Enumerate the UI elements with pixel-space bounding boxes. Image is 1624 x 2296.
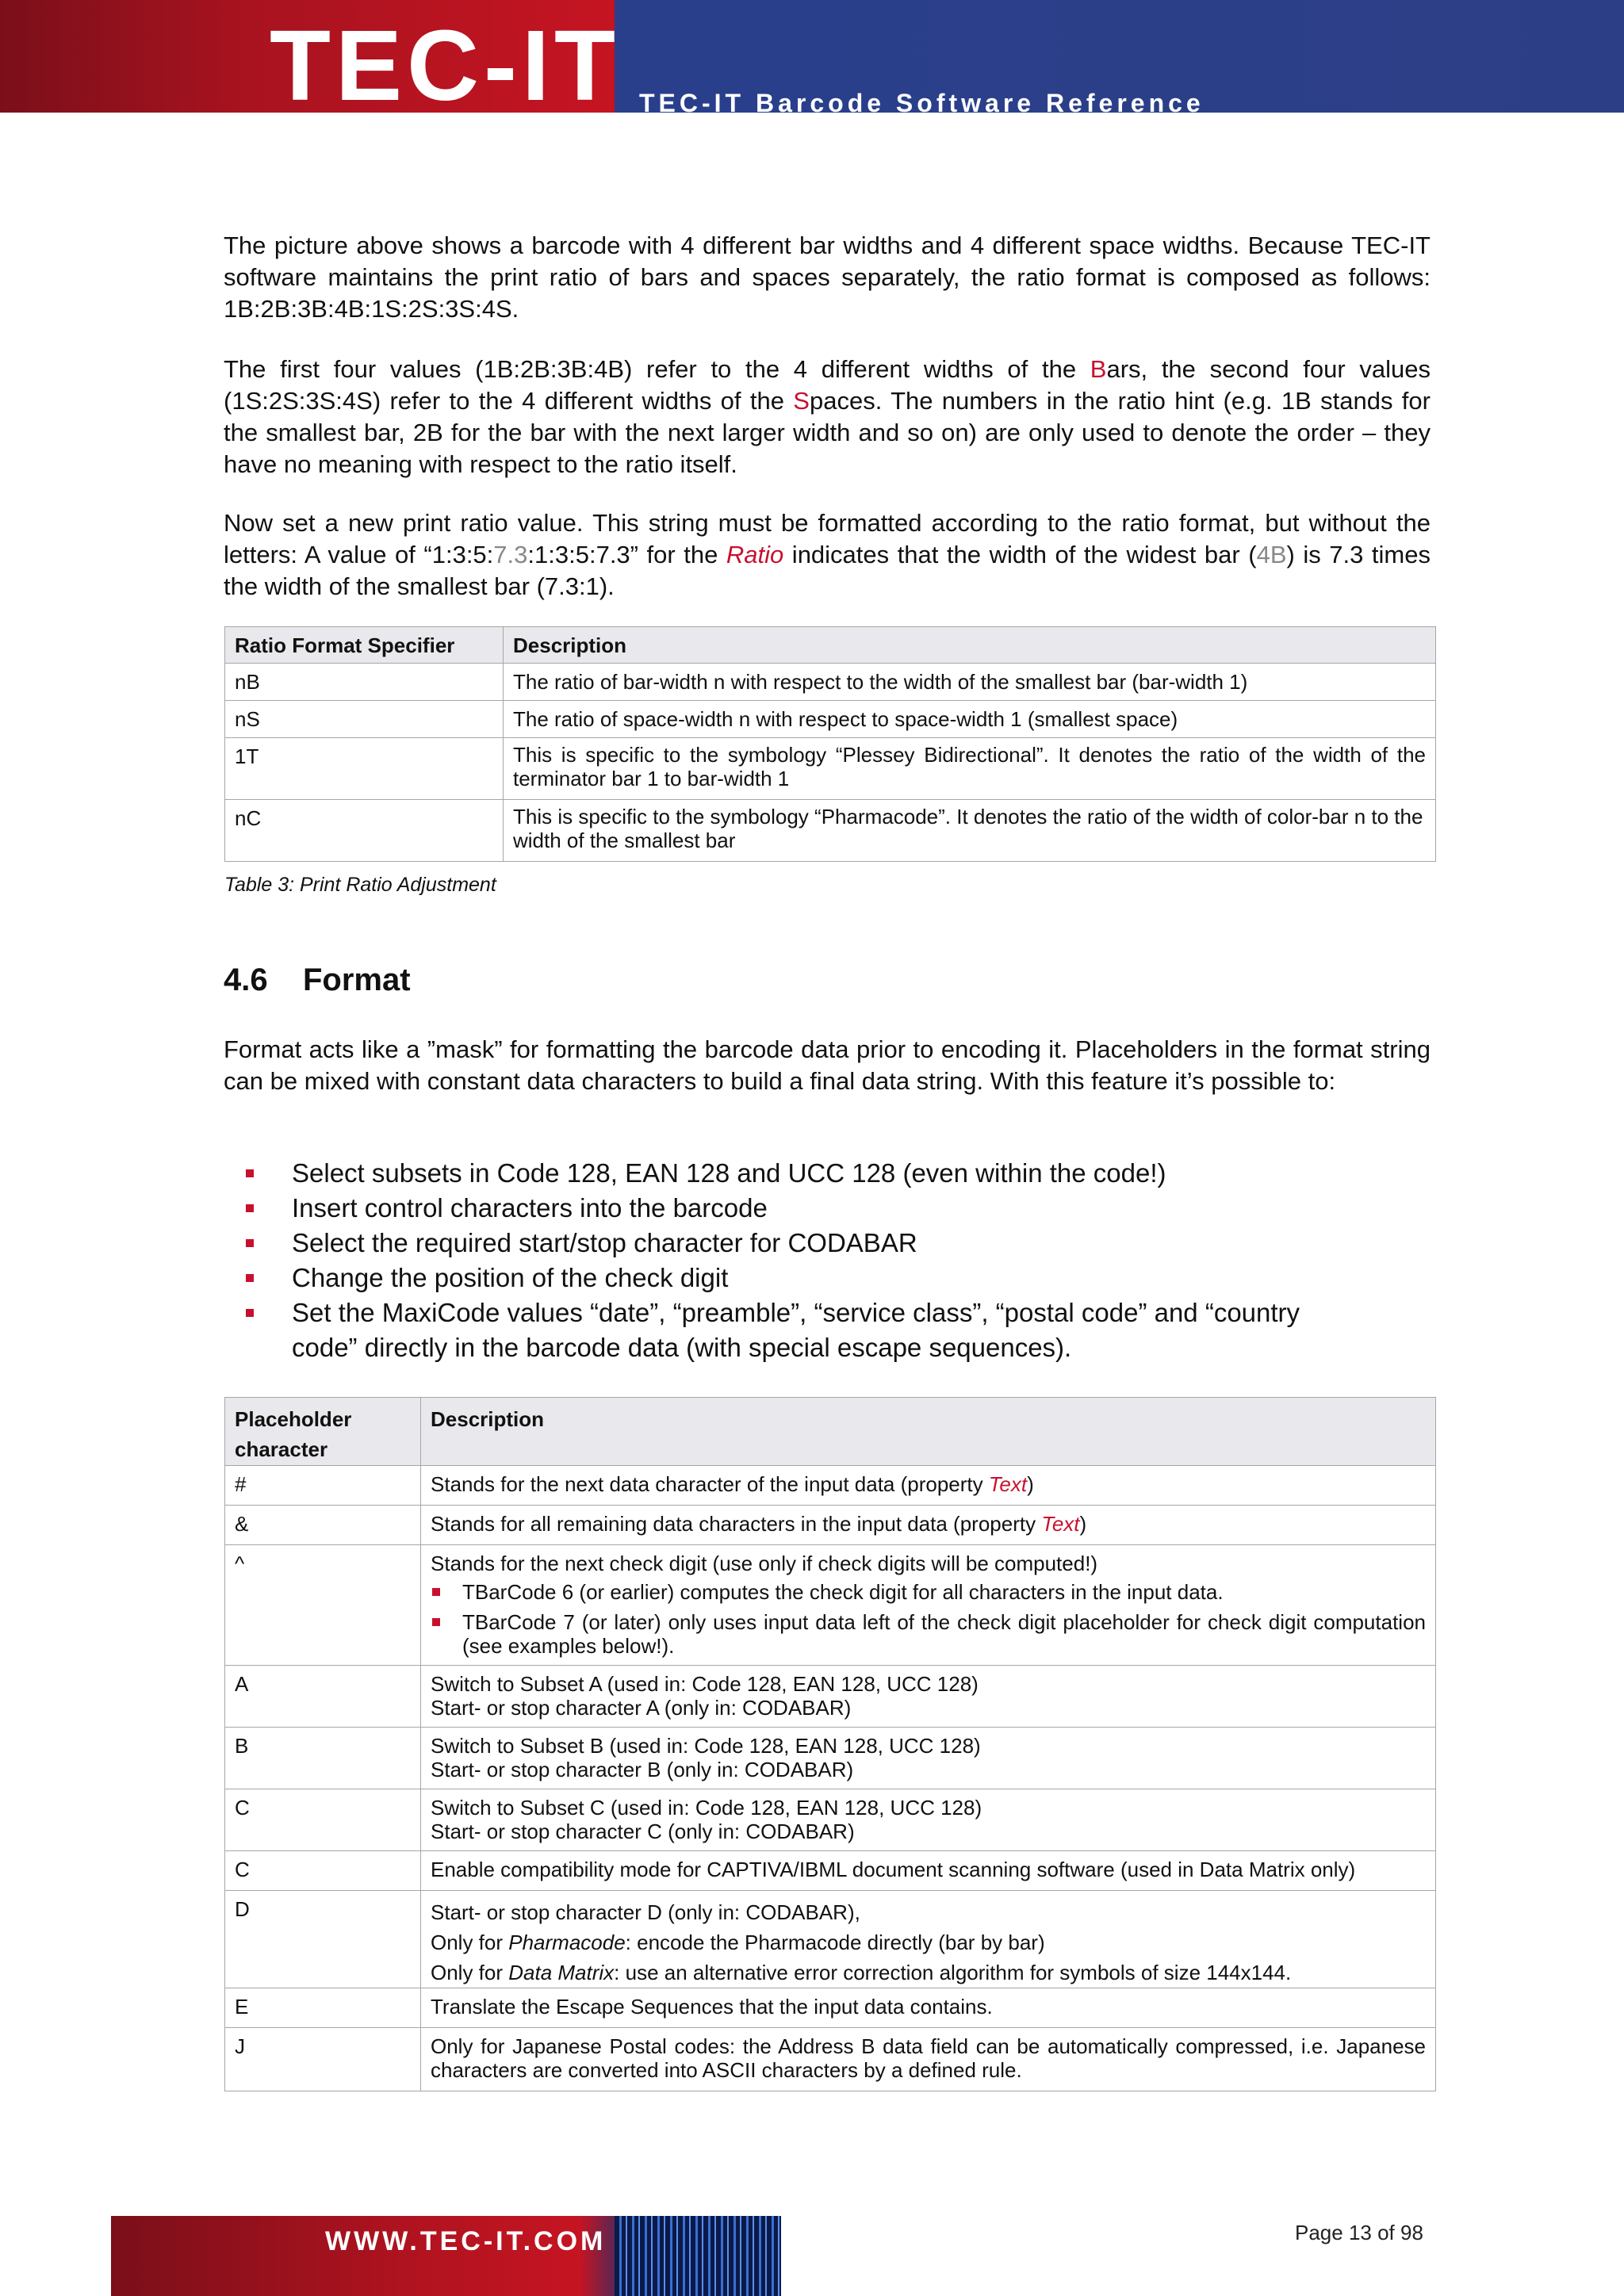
paragraph-format-intro: Format acts like a ”mask” for formatting the barcode data prior to encoding it. Placeholders in the format string can be mixed with constant data characters to build a final data string. With this feature it’s possible to: xyxy=(224,1035,1431,1095)
description-cell: The ratio of bar-width n with respect to the width of the smallest bar (bar-width 1) xyxy=(504,664,1436,701)
table-row xyxy=(225,1506,1436,1545)
highlight-s: S xyxy=(793,387,810,415)
col-header-specifier: Ratio Format Specifier xyxy=(225,627,504,664)
text: Only for xyxy=(431,1961,509,1984)
text: The first four values (1B:2B:3B:4B) refer to the 4 different widths of the xyxy=(224,355,1090,383)
table-row xyxy=(225,1891,1436,1988)
tec-it-logo: TEC-IT xyxy=(270,10,620,121)
text xyxy=(431,1957,1426,1988)
bullet-square-icon xyxy=(432,1588,440,1596)
list-item-text: TBarCode 6 (or earlier) computes the check digit for all characters in the input data. xyxy=(462,1580,1224,1604)
list-item-text: Insert control characters into the barcode xyxy=(292,1193,768,1223)
placeholder-cell: D xyxy=(225,1891,421,1988)
text: Only for xyxy=(431,1931,509,1954)
text: ) is 7.3 times the width of the smallest bar (7.3:1). xyxy=(224,541,1431,600)
placeholder-cell: A xyxy=(225,1666,421,1728)
list-item xyxy=(224,1261,1413,1295)
col-header-description: Description xyxy=(504,627,1436,664)
specifier-cell: nS xyxy=(225,701,504,738)
description-cell xyxy=(421,1728,1436,1789)
description-cell xyxy=(421,1506,1436,1545)
list-item xyxy=(431,1610,1426,1658)
text: paces. The numbers in the ratio hint (e.g. 1B stands for the smallest bar, 2B for the bar with the next larger width and so on) are only used to denote the order – they have no meaning with respect to the ratio itself. xyxy=(224,387,1431,478)
highlight-4b: 4B xyxy=(1256,541,1287,568)
bullet-square-icon xyxy=(246,1274,254,1282)
list-item xyxy=(224,1226,1413,1261)
highlight-7-3: 7.3 xyxy=(493,541,528,568)
text: indicates that the width of the widest bar ( xyxy=(783,541,1257,568)
text: : use an alternative error correction algorithm for symbols of size 144x144. xyxy=(614,1961,1292,1984)
specifier-cell: nC xyxy=(225,800,504,862)
table-row xyxy=(225,1789,1436,1851)
sub-list xyxy=(431,1580,1426,1658)
description-cell: The ratio of space-width n with respect to space-width 1 (smallest space) xyxy=(504,701,1436,738)
text: Now set a new print ratio value. This string must be formatted according to the ratio format, but without the letters: A value of “1:3:5: xyxy=(224,509,1431,568)
text: Stands for all remaining data characters in the input data (property xyxy=(431,1512,1042,1536)
placeholder-cell: C xyxy=(225,1789,421,1851)
bullet-square-icon xyxy=(246,1204,254,1212)
data-matrix-term: Data Matrix xyxy=(508,1961,615,1984)
table-row xyxy=(225,1466,1436,1506)
specifier-cell: nB xyxy=(225,664,504,701)
footer-url: WWW.TEC-IT.COM xyxy=(325,2226,607,2256)
text: :1:3:5:7.3” for the xyxy=(527,541,726,568)
table-row xyxy=(225,800,1436,862)
footer-barcode-graphic xyxy=(615,2216,781,2296)
table-caption: Table 3: Print Ratio Adjustment xyxy=(224,874,496,896)
list-item xyxy=(224,1191,1413,1226)
text: Start- or stop character B (only in: CODABAR) xyxy=(431,1758,854,1781)
placeholder-cell: E xyxy=(225,1988,421,2028)
property-text-link: Text xyxy=(988,1472,1028,1496)
text: Switch to Subset C (used in: Code 128, EAN 128, UCC 128) xyxy=(431,1796,982,1820)
paragraph-ratio-example xyxy=(224,507,1431,603)
section-number: 4.6 xyxy=(224,962,268,997)
text: ars, the second four values (1S:2S:3S:4S) refer to the 4 different widths of the xyxy=(224,355,1431,415)
list-item xyxy=(431,1580,1426,1604)
table-row xyxy=(225,701,1436,738)
specifier-cell: 1T xyxy=(225,738,504,800)
text: Stands for the next data character of the input data (property xyxy=(431,1472,989,1496)
section-heading xyxy=(224,962,411,998)
paragraph-ratio-values xyxy=(224,354,1431,480)
text: Switch to Subset B (used in: Code 128, EAN 128, UCC 128) xyxy=(431,1734,981,1758)
table-row xyxy=(225,1666,1436,1728)
placeholder-cell: C xyxy=(225,1851,421,1891)
description-cell: Enable compatibility mode for CAPTIVA/IBML document scanning software (used in Data Matrix only) xyxy=(421,1851,1436,1891)
text: ) xyxy=(1027,1472,1034,1496)
placeholder-cell: J xyxy=(225,2028,421,2091)
list-item-text: TBarCode 7 (or later) only uses input data left of the check digit placeholder for check digit computation (see examples below!). xyxy=(462,1610,1426,1658)
bullet-square-icon xyxy=(432,1618,440,1626)
description-cell: Translate the Escape Sequences that the input data contains. xyxy=(421,1988,1436,2028)
list-item xyxy=(224,1156,1413,1191)
description-cell xyxy=(421,1466,1436,1506)
text: ) xyxy=(1079,1512,1087,1536)
bullet-square-icon xyxy=(246,1309,254,1317)
text: : encode the Pharmacode directly (bar by bar) xyxy=(625,1931,1045,1954)
table-row xyxy=(225,1988,1436,2028)
description-cell xyxy=(421,1891,1436,1988)
placeholder-cell: B xyxy=(225,1728,421,1789)
placeholder-cell: # xyxy=(225,1466,421,1506)
description-cell xyxy=(421,1789,1436,1851)
placeholder-cell: ^ xyxy=(225,1545,421,1666)
text: Start- or stop character A (only in: CODABAR) xyxy=(431,1696,852,1720)
table-row xyxy=(225,1545,1436,1666)
description-cell: This is specific to the symbology “Plessey Bidirectional”. It denotes the ratio of the width of the terminator bar 1 to bar-width 1 xyxy=(504,738,1436,800)
section-title: Format xyxy=(303,962,411,997)
list-item-text: Select subsets in Code 128, EAN 128 and UCC 128 (even within the code!) xyxy=(292,1158,1166,1188)
highlight-b: B xyxy=(1090,355,1107,383)
col-header-placeholder: Placeholder character xyxy=(225,1398,421,1466)
table-row xyxy=(225,1728,1436,1789)
page-header xyxy=(0,0,1624,121)
header-title: TEC-IT Barcode Software Reference xyxy=(639,89,1205,117)
text xyxy=(431,1927,1426,1957)
property-text-link: Text xyxy=(1041,1512,1080,1536)
list-item-text: Set the MaxiCode values “date”, “preamble”, “service class”, “postal code” and “country code” directly in the barcode data (with special escape sequences). xyxy=(292,1298,1300,1362)
text: Stands for the next check digit (use only if check digits will be computed!) xyxy=(431,1552,1098,1575)
table-row xyxy=(225,2028,1436,2091)
description-cell: This is specific to the symbology “Pharmacode”. It denotes the ratio of the width of color-bar n to the width of the smallest bar xyxy=(504,800,1436,862)
pharmacode-term: Pharmacode xyxy=(508,1931,626,1954)
list-item-text: Select the required start/stop character for CODABAR xyxy=(292,1228,917,1257)
description-cell: Only for Japanese Postal codes: the Address B data field can be automatically compressed, i.e. Japanese characters are converted into ASCII characters by a defined rule. xyxy=(421,2028,1436,2091)
text: Start- or stop character C (only in: CODABAR) xyxy=(431,1820,855,1843)
text: Start- or stop character D (only in: CODABAR), xyxy=(431,1900,860,1924)
feature-list xyxy=(224,1156,1413,1365)
col-header-description: Description xyxy=(421,1398,1436,1466)
paragraph-ratio-intro: The picture above shows a barcode with 4 different bar widths and 4 different space widths. Because TEC-IT software maintains the print ratio of bars and spaces separately, the ratio format is composed as follows: 1B:2B:3B:4B:1S:2S:3S:4S. xyxy=(224,232,1431,323)
description-cell xyxy=(421,1666,1436,1728)
page-number: Page 13 of 98 xyxy=(1295,2221,1423,2244)
property-ratio-link: Ratio xyxy=(726,541,784,568)
placeholder-cell: & xyxy=(225,1506,421,1545)
ratio-format-table xyxy=(224,626,1436,862)
list-item xyxy=(224,1295,1413,1365)
text: Switch to Subset A (used in: Code 128, EAN 128, UCC 128) xyxy=(431,1672,979,1696)
table-row xyxy=(225,664,1436,701)
bullet-square-icon xyxy=(246,1169,254,1177)
table-row xyxy=(225,738,1436,800)
placeholder-table xyxy=(224,1397,1436,2091)
bullet-square-icon xyxy=(246,1239,254,1247)
description-cell xyxy=(421,1545,1436,1666)
list-item-text: Change the position of the check digit xyxy=(292,1263,729,1292)
table-row xyxy=(225,1851,1436,1891)
